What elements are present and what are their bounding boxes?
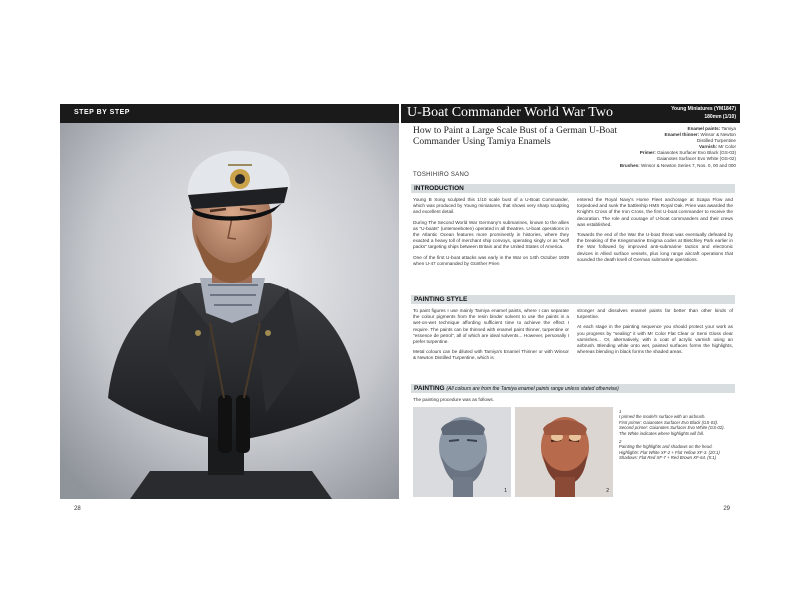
- step-number: 1: [504, 488, 507, 494]
- page-number-right: 29: [723, 506, 730, 512]
- materials-list: [571, 126, 736, 169]
- paragraph: entered the Royal Navy's Home Fleet anchorage at Scapa Flow and torpedoed and sunk the battleship HMS Royal Oak. Prien was awarded the Knight's Cross of the Iron Cross, the first U-boat commander to receive the decoration. The role and courage of U-boat commanders and their crews was established.: [577, 197, 733, 227]
- caption-number: 1: [619, 409, 622, 414]
- style-column-right: [577, 308, 733, 359]
- step-1-photo: [413, 407, 511, 497]
- right-page: [401, 104, 740, 514]
- paragraph: Towards the end of the War the U-boat threat was eventually defeated by the breaking of the Kriegsmarine Enigma codes at Bletchley Park earlier in the War followed by improved anti-submarine tactics and electronic devices in Allied surface vessels, plus long range aircraft operations that sounded the death knell of German submarine operations.: [577, 232, 733, 262]
- step-captions: [619, 409, 733, 461]
- bust-photo: [60, 123, 399, 499]
- caption-line: Highlights: Flat White XF-2 + Flat Yellow XF-3. (20:1): [619, 449, 720, 455]
- section-label: STEP BY STEP: [74, 109, 130, 116]
- left-page: [60, 104, 399, 514]
- spec-row: Gaianotes Surfacer Evo White (GS-02): [656, 156, 736, 162]
- painting-style-heading: PAINTING STYLE: [414, 296, 468, 303]
- paragraph: Young B Song sculpted this 1/10 scale bust of a U-Boat Commander, which was produced by Young miniatures, that shows very sharp sculpting and excellent detail.: [413, 197, 569, 215]
- spec-row: Enamel paints: Tamiya: [687, 126, 736, 131]
- painting-heading-bar: [411, 384, 735, 393]
- paragraph: Metal colours can be diluted with Tamiya's Enamel Thinner or with Winsor & Newton Distilled Turpentine, which is: [413, 349, 569, 361]
- scale-line: 180mm (1/10): [704, 114, 736, 120]
- article-title: U-Boat Commander World War Two: [407, 105, 613, 120]
- spec-row: Varnish: Mr Color: [698, 144, 736, 150]
- intro-column-right: [577, 197, 733, 267]
- step-number: 2: [606, 488, 609, 494]
- step-2-photo: [515, 407, 613, 497]
- spec-row: Brushes: Winsor & Newton Series 7, Nos. 0, 00 and 000: [619, 162, 736, 168]
- magazine-spread: [60, 104, 740, 514]
- paragraph: One of the first U-boat attacks was early in the War on 14th October 1939 when U-47 commanded by Günther Prien: [413, 254, 569, 266]
- introduction-heading-bar: [411, 184, 735, 193]
- style-column-left: [413, 308, 569, 366]
- caption-line: Painting the highlights and shadows on the head.: [619, 444, 713, 450]
- caption-line: The White indicates where highlights will fall.: [619, 430, 705, 436]
- caption-number: 2: [619, 439, 622, 445]
- paragraph: stronger and dissolves enamel paints far better than other kinds of turpentine.: [577, 308, 733, 320]
- painting-style-heading-bar: [411, 295, 735, 304]
- painting-heading: PAINTING: [414, 385, 445, 392]
- paragraph: At each stage in the painting sequence you should protect your work as you progress by "sealing" it with Mr Color Flat Clear or Semi Gloss clear varnishes... Or, alternatively, with a coat of acrylic varnish using an airbrush. Blending white onto wet, painted surfaces forms the highlights, whereas blending in black forms the shaded areas.: [577, 324, 733, 355]
- caption-line: First primer: Gaianotes Surfacer Evo Black (GS-03).: [619, 419, 719, 425]
- publisher-info: [671, 105, 736, 121]
- right-page-header: [401, 104, 740, 123]
- intro-column-left: [413, 197, 569, 271]
- page-number-left: 28: [74, 506, 81, 512]
- caption-line: Shadows: Flat Red XF-7 + Red Brown XF-64. (5:1): [619, 455, 717, 461]
- painting-note: (All colours are from the Tamiya enamel paints range unless stated otherwise): [446, 386, 619, 392]
- paragraph: During The Second World War Germany's submarines, known to the allies as "U-boats" (unterseeboten) operated in all theatres. U-boat operations in the Atlantic Ocean features more prominently in histories, where they exacted a heavy toll of merchant ship convoys, operating singly or as "wolf packs" targeting ships between Britain and the United States of America.: [413, 219, 569, 250]
- paragraph: To paint figures I use mainly Tamiya enamel paints, where I can separate the colour pigments from the resin binder solvent to use the paints in a wet-on-wet technique affording sufficient time to achieve the effect I require. The paints can be thinned with enamel paint thinner, turpentine or "essence de petrol", all of which are ideal solvents... However, personally I prefer turpentine.: [413, 308, 569, 345]
- spec-row: Distilled Turpentine: [696, 138, 736, 144]
- article-subtitle: How to Paint a Large Scale Bust of a German U-Boat Commander Using Tamiya Enamels: [413, 126, 618, 147]
- spec-row: Primer: Gaianotes Surfacer Evo Black (GS-03): [639, 150, 736, 156]
- left-page-header: [60, 104, 399, 123]
- caption-line: I primed the model's surface with an airbrush.: [619, 414, 706, 420]
- procedure-intro: The painting procedure was as follows.: [413, 397, 495, 402]
- publisher-line: Young Miniatures (YM1847): [671, 106, 736, 112]
- author-name: TOSHIHIRO SANO: [413, 172, 470, 178]
- introduction-heading: INTRODUCTION: [414, 185, 464, 192]
- spec-row: Enamel thinner: Winsor & Newton: [664, 132, 736, 138]
- caption-line: Second primer: Gaianotes Surfacer Evo White (GS-02).: [619, 425, 725, 431]
